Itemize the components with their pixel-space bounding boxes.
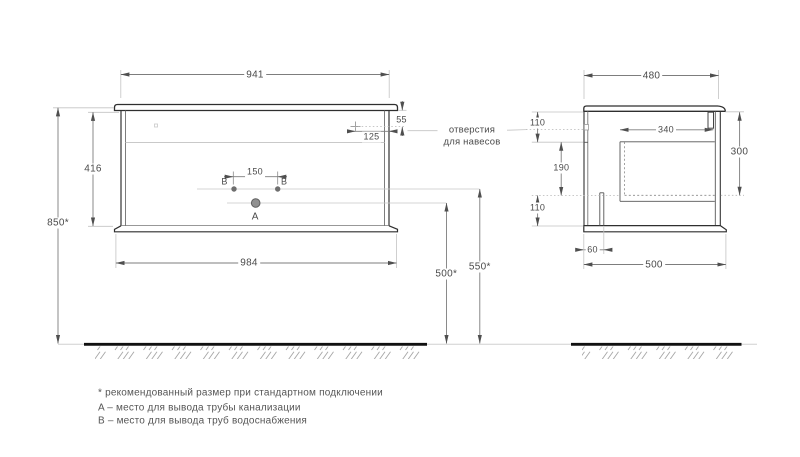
- label-b-left: B: [221, 176, 228, 187]
- dim-hanger-vertical: 55: [396, 114, 407, 124]
- hanger-callout-line2: для навесов: [443, 136, 501, 147]
- hanger-callout-line1: отверстия: [448, 124, 496, 136]
- floor-hatching-right: [582, 347, 737, 360]
- dim-body-height: 416: [84, 163, 102, 175]
- dim-front-bottom-width: 984: [240, 257, 258, 269]
- supply-hole-left: [231, 186, 236, 191]
- drain-hole: [251, 199, 260, 208]
- dim-side-bottom-offset: 110: [529, 202, 546, 213]
- dim-side-top-depth: 480: [642, 70, 661, 82]
- drawer-section: [620, 142, 715, 202]
- dim-front-top-width: 941: [246, 69, 264, 81]
- front-hanger-rail: [708, 112, 714, 128]
- front-bottom-molding: [115, 226, 398, 232]
- dim-side-hanger-offset: 110: [529, 117, 546, 128]
- footnote-b: B – место для вывода труб водоснабжения: [98, 415, 307, 427]
- hanger-callout: [443, 125, 500, 148]
- dim-hanger-horizontal: 125: [363, 131, 380, 142]
- dim-supply-height: 550*: [468, 261, 491, 273]
- label-b-right: B: [281, 176, 288, 187]
- dim-side-middle: 190: [553, 162, 570, 173]
- label-a: A: [251, 211, 259, 222]
- back-hanger-bracket: [584, 125, 588, 131]
- dim-drain-height: 500*: [435, 268, 458, 279]
- side-bottom-panel: [584, 226, 727, 232]
- dim-side-bottom-depth: 500: [645, 259, 663, 271]
- side-countertop: [584, 106, 726, 111]
- pipe-holes: [231, 186, 280, 207]
- dim-total-height: 850*: [47, 217, 69, 229]
- dim-supply-spacing: 150: [247, 166, 263, 177]
- left-hanger-hole-marker: [155, 124, 158, 127]
- footnote-a: A – место для вывода трубы канализации: [98, 402, 301, 414]
- dim-drawer-depth: 340: [658, 124, 674, 135]
- ground: [58, 344, 757, 359]
- dim-back-clearance: 60: [587, 244, 598, 255]
- dim-drawer-height: 300: [730, 146, 749, 158]
- back-bottom-strip: [600, 193, 604, 226]
- floor-hatching-left: [95, 347, 423, 360]
- footnote-asterisk: * рекомендованный размер при стандартном подключении: [98, 387, 383, 399]
- supply-hole-right: [275, 186, 280, 191]
- front-countertop: [115, 105, 398, 111]
